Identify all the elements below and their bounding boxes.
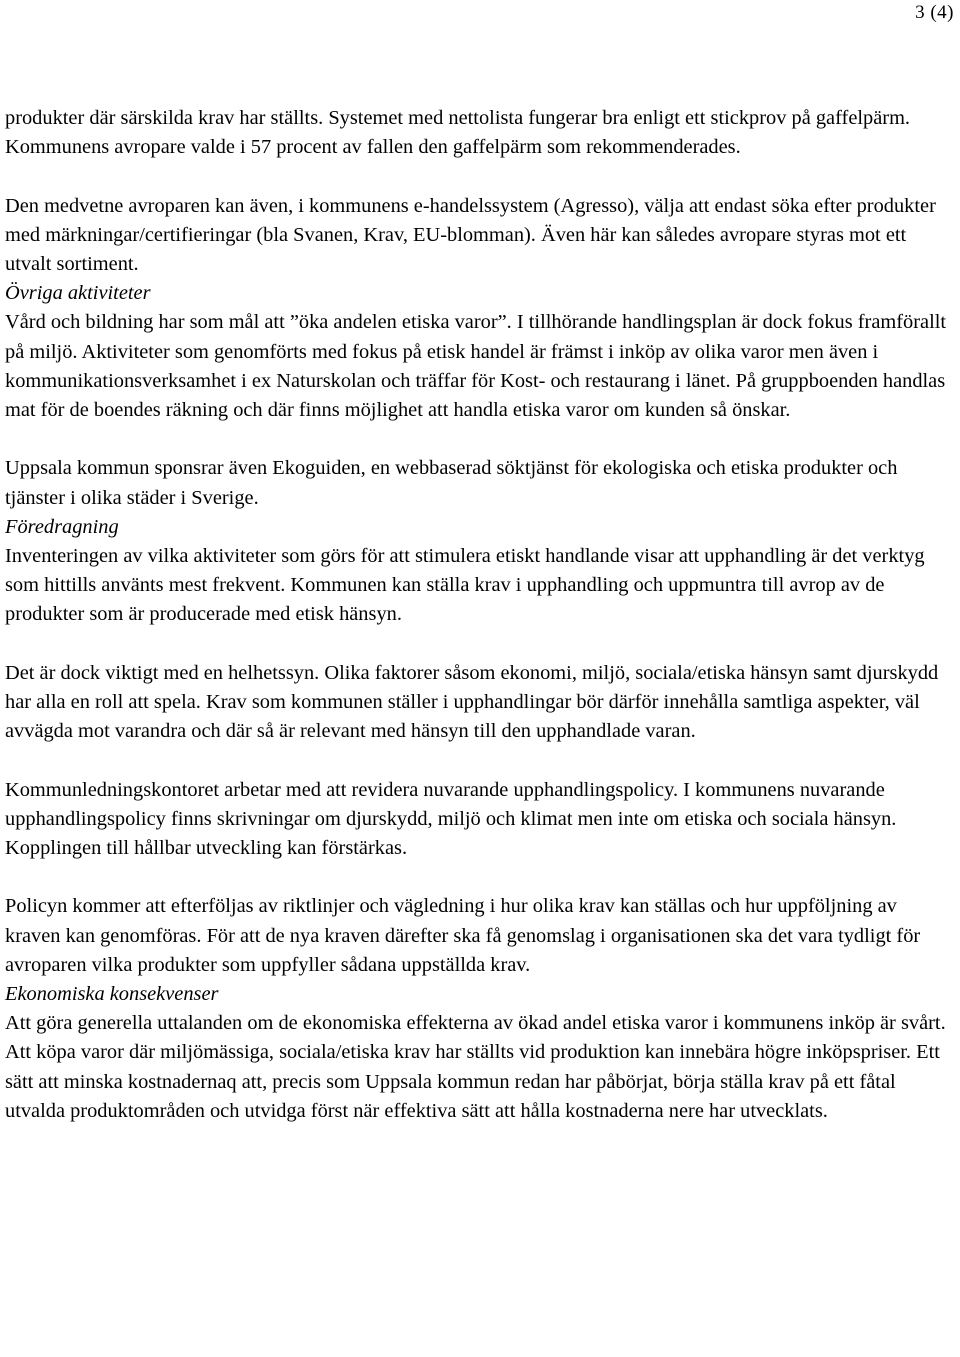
- paragraph-inventeringen: Inventeringen av vilka aktiviteter som görs för att stimulera etiskt handlande visar att upphandling är det verktyg som hittills använts mest frekvent. Kommunen kan ställa krav i upphandling och uppmuntra till avrop av de produkter som är producerade med etisk hänsyn.: [5, 545, 925, 626]
- paragraph-upphandlingspolicy: Kommunledningskontoret arbetar med att revidera nuvarande upphandlingspolicy. I kommunens nuvarande upphandlingspolicy finns skrivningar om djurskydd, miljö och klimat men inte om etiska och sociala hänsyn. Kopplingen till hållbar utveckling kan förstärkas.: [5, 778, 897, 860]
- paragraph-riktlinjer: Policyn kommer att efterföljas av riktlinjer och vägledning i hur olika krav kan ställas och hur uppföljning av kraven kan genomföras. För att de nya kraven därefter ska få genomslag i organisationen ska det vara tydligt för avroparen vilka produkter som uppfyller sådana uppställda krav.: [5, 895, 921, 976]
- paragraph-ekonomiska-effekter: Att göra generella uttalanden om de ekonomiska effekterna av ökad andel etiska varor i kommunens inköp är svårt. Att köpa varor där miljömässiga, sociala/etiska krav har ställts vid produktion kan innebära högre inköpspriser. Ett sätt att minska kostnadernaq att, precis som Uppsala kommun redan har påbörjat, börja ställa krav på ett fåtal utvalda produktområden och utvidga först när effektiva sätt att hålla kostnaderna nere har utvecklats.: [5, 1012, 946, 1122]
- paragraph-nettolista: produkter där särskilda krav har ställts. Systemet med nettolista fungerar bra enligt ett stickprov på gaffelpärm. Kommunens avropare valde i 57 procent av fallen den gaffelpärm som rekommenderades.: [5, 107, 911, 159]
- page-number: 3 (4): [915, 2, 954, 23]
- heading-ovriga-aktiviteter: Övriga aktiviteter: [5, 282, 151, 305]
- paragraph-helhetssyn: Det är dock viktigt med en helhetssyn. Olika faktorer såsom ekonomi, miljö, sociala/etiska hänsyn samt djurskydd har alla en roll att spela. Krav som kommunen ställer i upphandlingar bör därför innehålla samtliga aspekter, väl avvägda mot varandra och där så är relevant med hänsyn till den upphandlade varan.: [5, 661, 939, 743]
- paragraph-ekoguiden: Uppsala kommun sponsrar även Ekoguiden, en webbaserad söktjänst för ekologiska och etiska produkter och tjänster i olika städer i Sverige.: [5, 457, 898, 509]
- heading-ekonomiska-konsekvenser: Ekonomiska konsekvenser: [5, 983, 219, 1006]
- paragraph-e-handel: Den medvetne avroparen kan även, i kommunens e-handelssystem (Agresso), välja att endast söka efter produkter med märkningar/certifieringar (bla Svanen, Krav, EU-blomman). Även här kan således avropare styras mot ett utvalt sortiment.: [5, 194, 936, 275]
- paragraph-vard-och-bildning: Vård och bildning har som mål att ”öka andelen etiska varor”. I tillhörande handlingsplan är dock fokus framförallt på miljö. Aktiviteter som genomförts med fokus på etisk handel är främst i inköp av olika varor men även i kommunikationsverksamhet i ex Naturskolan och träffar för Kost- och restaurang i länet. På gruppboenden handlas mat för de boendes räkning och där finns möjlighet att handla etiska varor om kunden så önskar.: [5, 311, 947, 422]
- heading-foredragning: Föredragning: [5, 515, 119, 538]
- document-body: [5, 104, 955, 1126]
